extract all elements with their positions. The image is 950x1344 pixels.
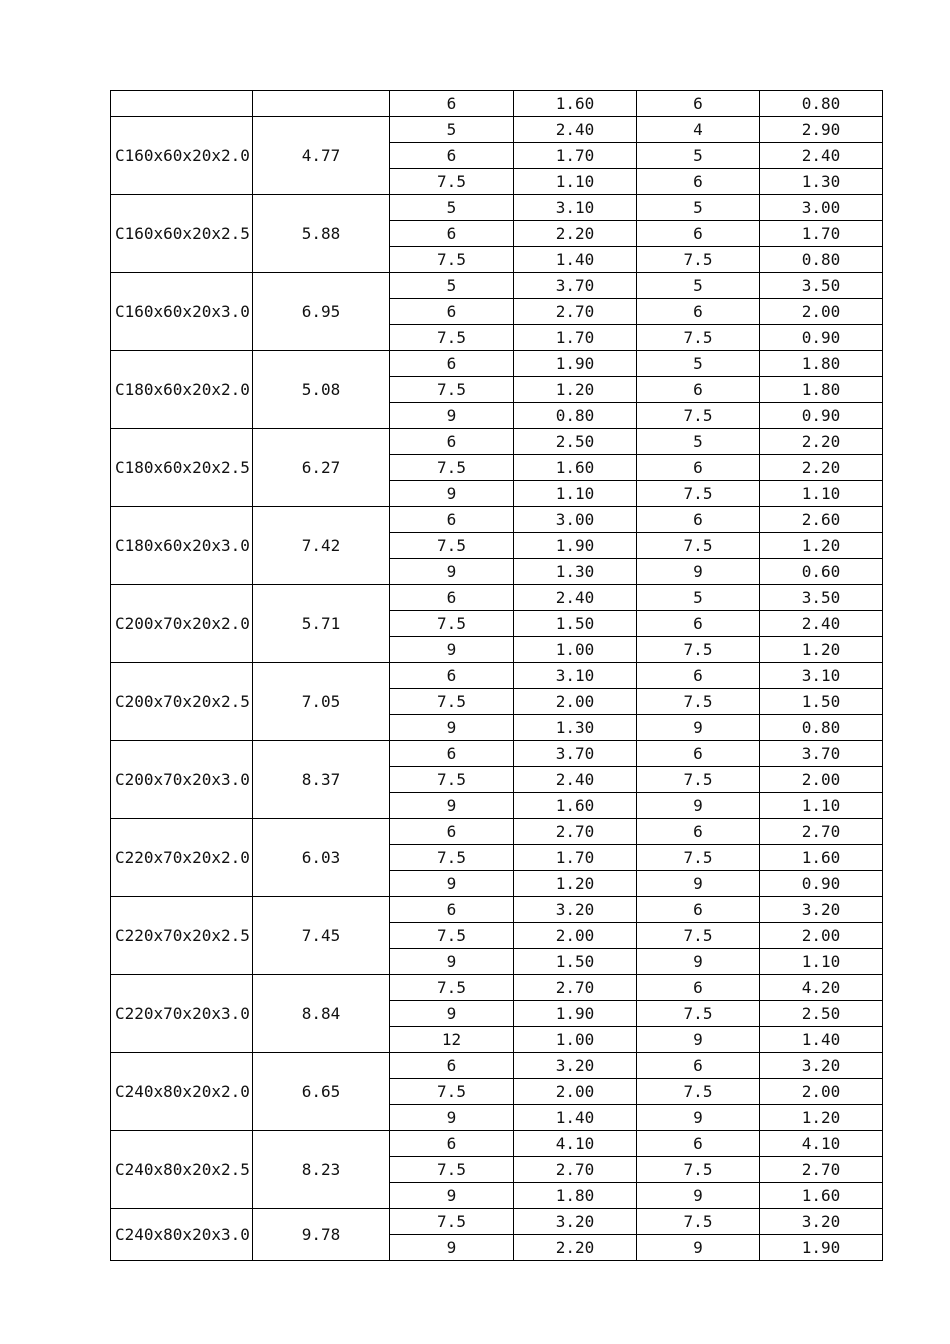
table-cell: 7.5 <box>637 1209 760 1235</box>
model-cell: C180x60x20x2.0 <box>111 351 253 429</box>
model-cell: C160x60x20x2.0 <box>111 117 253 195</box>
table-cell: 0.80 <box>760 91 883 117</box>
table-row <box>111 663 883 689</box>
table-cell: 6 <box>637 663 760 689</box>
table-cell: 5 <box>637 351 760 377</box>
table-cell: 9 <box>390 871 514 897</box>
table-cell: 3.00 <box>514 507 637 533</box>
table-cell: 5 <box>637 585 760 611</box>
table-cell: 2.70 <box>514 1157 637 1183</box>
model-cell: C240x80x20x2.5 <box>111 1131 253 1209</box>
table-cell: 0.80 <box>514 403 637 429</box>
table-cell: 7.5 <box>637 325 760 351</box>
table-row <box>111 1209 883 1235</box>
table-cell: 6 <box>637 1053 760 1079</box>
table-cell: 4 <box>637 117 760 143</box>
table-cell: 2.20 <box>760 455 883 481</box>
model-cell: C220x70x20x2.0 <box>111 819 253 897</box>
table-cell: 2.40 <box>514 767 637 793</box>
table-cell: 6 <box>637 377 760 403</box>
table-cell: 6 <box>637 221 760 247</box>
table-cell: 0.90 <box>760 325 883 351</box>
table-row <box>111 429 883 455</box>
table-cell: 7.5 <box>390 455 514 481</box>
table-cell: 6 <box>637 975 760 1001</box>
table-cell: 2.20 <box>514 221 637 247</box>
table-cell: 9 <box>390 715 514 741</box>
table-cell: 7.5 <box>637 923 760 949</box>
weight-cell: 5.71 <box>253 585 390 663</box>
table-cell: 1.60 <box>760 845 883 871</box>
table-cell: 9 <box>390 1105 514 1131</box>
weight-cell: 8.23 <box>253 1131 390 1209</box>
table-cell: 2.20 <box>514 1235 637 1261</box>
table-cell: 7.5 <box>637 403 760 429</box>
table-cell: 9 <box>637 1105 760 1131</box>
table-cell: 6 <box>390 507 514 533</box>
table-cell: 7.5 <box>390 1079 514 1105</box>
table-cell: 1.40 <box>514 1105 637 1131</box>
table-cell: 6 <box>637 819 760 845</box>
table-cell: 3.20 <box>760 897 883 923</box>
model-cell: C200x70x20x2.5 <box>111 663 253 741</box>
table-cell: 6 <box>390 1053 514 1079</box>
table-cell: 6 <box>637 299 760 325</box>
table-cell: 9 <box>390 1001 514 1027</box>
table-cell: 1.60 <box>760 1183 883 1209</box>
table-cell: 6 <box>390 741 514 767</box>
model-cell: C220x70x20x2.5 <box>111 897 253 975</box>
table-cell: 9 <box>390 637 514 663</box>
table-cell: 7.5 <box>390 767 514 793</box>
table-cell: 3.20 <box>514 1053 637 1079</box>
table-cell: 7.5 <box>390 923 514 949</box>
table-cell: 6 <box>390 221 514 247</box>
weight-cell: 9.78 <box>253 1209 390 1261</box>
table-cell: 6 <box>637 1131 760 1157</box>
table-cell: 5 <box>637 143 760 169</box>
table-cell: 5 <box>637 195 760 221</box>
table-cell: 5 <box>637 429 760 455</box>
weight-cell: 7.42 <box>253 507 390 585</box>
table-cell: 9 <box>390 481 514 507</box>
table-cell: 7.5 <box>390 325 514 351</box>
weight-cell: 6.27 <box>253 429 390 507</box>
table-cell: 1.20 <box>760 1105 883 1131</box>
table-cell: 1.90 <box>514 351 637 377</box>
table-cell: 2.00 <box>514 923 637 949</box>
table-cell: 2.40 <box>760 611 883 637</box>
table-cell: 2.70 <box>514 299 637 325</box>
model-cell: C200x70x20x2.0 <box>111 585 253 663</box>
table-cell: 3.70 <box>760 741 883 767</box>
table-row <box>111 975 883 1001</box>
table-cell: 1.30 <box>514 559 637 585</box>
table-cell: 9 <box>390 403 514 429</box>
table-cell: 6 <box>390 429 514 455</box>
table-row <box>111 273 883 299</box>
table-cell: 6 <box>637 741 760 767</box>
table-row <box>111 351 883 377</box>
table-cell: 2.40 <box>514 585 637 611</box>
table-cell: 1.10 <box>760 793 883 819</box>
table-cell: 6 <box>390 91 514 117</box>
model-cell: C180x60x20x2.5 <box>111 429 253 507</box>
model-cell: C160x60x20x2.5 <box>111 195 253 273</box>
table-cell: 3.50 <box>760 273 883 299</box>
table-cell: 9 <box>637 715 760 741</box>
table-cell: 3.20 <box>514 1209 637 1235</box>
table-cell: 1.50 <box>514 949 637 975</box>
table-cell: 1.40 <box>514 247 637 273</box>
table-cell: 7.5 <box>390 1157 514 1183</box>
table-row <box>111 741 883 767</box>
table-cell: 9 <box>637 1027 760 1053</box>
table-cell: 6 <box>637 897 760 923</box>
table-cell: 2.70 <box>760 1157 883 1183</box>
model-cell: C200x70x20x3.0 <box>111 741 253 819</box>
table-cell: 0.60 <box>760 559 883 585</box>
table-cell: 1.80 <box>514 1183 637 1209</box>
table-row <box>111 91 883 117</box>
table-cell: 1.70 <box>514 845 637 871</box>
table-cell: 3.10 <box>514 195 637 221</box>
table-cell: 6 <box>390 663 514 689</box>
table-cell: 6 <box>637 169 760 195</box>
model-cell: C240x80x20x2.0 <box>111 1053 253 1131</box>
table-cell: 7.5 <box>390 377 514 403</box>
weight-cell: 5.08 <box>253 351 390 429</box>
table-cell: 1.00 <box>514 1027 637 1053</box>
table-cell: 1.30 <box>514 715 637 741</box>
table-cell: 3.20 <box>760 1053 883 1079</box>
table-cell: 3.70 <box>514 273 637 299</box>
table-cell: 1.90 <box>514 1001 637 1027</box>
weight-cell: 4.77 <box>253 117 390 195</box>
weight-cell: 8.84 <box>253 975 390 1053</box>
table-row <box>111 897 883 923</box>
weight-cell: 5.88 <box>253 195 390 273</box>
model-cell: C240x80x20x3.0 <box>111 1209 253 1261</box>
model-cell: C180x60x20x3.0 <box>111 507 253 585</box>
table-cell <box>111 91 253 117</box>
table-cell: 1.80 <box>760 377 883 403</box>
table-cell: 2.00 <box>514 1079 637 1105</box>
table-cell: 1.10 <box>760 481 883 507</box>
table-cell: 2.70 <box>514 819 637 845</box>
table-cell: 7.5 <box>390 247 514 273</box>
table-cell: 1.20 <box>514 377 637 403</box>
table-cell: 9 <box>637 1183 760 1209</box>
table-cell: 1.70 <box>514 325 637 351</box>
table-cell: 7.5 <box>390 533 514 559</box>
table-cell: 6 <box>390 819 514 845</box>
table-cell: 7.5 <box>390 611 514 637</box>
table-row <box>111 819 883 845</box>
table-cell: 1.50 <box>760 689 883 715</box>
table-cell: 1.20 <box>760 533 883 559</box>
weight-cell: 6.95 <box>253 273 390 351</box>
table-cell: 7.5 <box>637 481 760 507</box>
table-cell: 1.50 <box>514 611 637 637</box>
table-cell: 4.20 <box>760 975 883 1001</box>
table-cell: 2.50 <box>514 429 637 455</box>
table-cell: 9 <box>390 949 514 975</box>
table-row <box>111 117 883 143</box>
table-cell: 2.20 <box>760 429 883 455</box>
table-cell: 3.10 <box>760 663 883 689</box>
table-cell: 5 <box>637 273 760 299</box>
table-cell: 9 <box>637 871 760 897</box>
table-cell: 7.5 <box>637 1001 760 1027</box>
table-cell: 3.20 <box>760 1209 883 1235</box>
table-cell: 1.90 <box>514 533 637 559</box>
model-cell: C220x70x20x3.0 <box>111 975 253 1053</box>
table-cell: 9 <box>637 559 760 585</box>
weight-cell: 7.05 <box>253 663 390 741</box>
table-cell: 1.80 <box>760 351 883 377</box>
table-cell: 2.00 <box>760 767 883 793</box>
table-cell <box>253 91 390 117</box>
table-cell: 1.60 <box>514 91 637 117</box>
table-cell: 2.00 <box>514 689 637 715</box>
table-cell: 2.40 <box>514 117 637 143</box>
table-cell: 12 <box>390 1027 514 1053</box>
table-cell: 1.20 <box>514 871 637 897</box>
table-cell: 1.10 <box>514 169 637 195</box>
table-cell: 7.5 <box>390 975 514 1001</box>
table-cell: 1.70 <box>514 143 637 169</box>
table-cell: 9 <box>637 793 760 819</box>
table-cell: 2.50 <box>760 1001 883 1027</box>
table-cell: 6 <box>390 585 514 611</box>
table-cell: 6 <box>390 351 514 377</box>
table-cell: 7.5 <box>637 637 760 663</box>
table-cell: 0.90 <box>760 403 883 429</box>
weight-cell: 6.65 <box>253 1053 390 1131</box>
table-cell: 4.10 <box>514 1131 637 1157</box>
table-cell: 1.30 <box>760 169 883 195</box>
purlin-span-table <box>110 90 883 1261</box>
table-cell: 2.00 <box>760 299 883 325</box>
table-cell: 0.80 <box>760 247 883 273</box>
table-cell: 2.90 <box>760 117 883 143</box>
table-row <box>111 1053 883 1079</box>
table-cell: 2.40 <box>760 143 883 169</box>
table-cell: 7.5 <box>637 767 760 793</box>
table-cell: 6 <box>637 91 760 117</box>
table-cell: 7.5 <box>637 247 760 273</box>
table-cell: 7.5 <box>637 845 760 871</box>
table-row <box>111 507 883 533</box>
table-cell: 2.70 <box>760 819 883 845</box>
weight-cell: 6.03 <box>253 819 390 897</box>
table-cell: 1.10 <box>760 949 883 975</box>
table-cell: 7.5 <box>390 689 514 715</box>
table-cell: 7.5 <box>637 689 760 715</box>
table-cell: 1.40 <box>760 1027 883 1053</box>
table-cell: 7.5 <box>637 533 760 559</box>
table-cell: 6 <box>637 611 760 637</box>
table-cell: 2.70 <box>514 975 637 1001</box>
table-row <box>111 195 883 221</box>
table-cell: 7.5 <box>637 1157 760 1183</box>
table-cell: 9 <box>390 1235 514 1261</box>
table-cell: 9 <box>390 793 514 819</box>
weight-cell: 8.37 <box>253 741 390 819</box>
table-cell: 1.00 <box>514 637 637 663</box>
table-cell: 5 <box>390 195 514 221</box>
table-cell: 0.80 <box>760 715 883 741</box>
table-cell: 1.20 <box>760 637 883 663</box>
table-cell: 9 <box>390 1183 514 1209</box>
table-cell: 4.10 <box>760 1131 883 1157</box>
table-cell: 7.5 <box>637 1079 760 1105</box>
table-cell: 1.60 <box>514 793 637 819</box>
table-cell: 0.90 <box>760 871 883 897</box>
table-cell: 1.10 <box>514 481 637 507</box>
table-cell: 7.5 <box>390 845 514 871</box>
model-cell: C160x60x20x3.0 <box>111 273 253 351</box>
table-cell: 2.00 <box>760 1079 883 1105</box>
table-cell: 2.60 <box>760 507 883 533</box>
table-cell: 6 <box>637 507 760 533</box>
table-cell: 3.50 <box>760 585 883 611</box>
table-cell: 9 <box>637 949 760 975</box>
table-cell: 9 <box>390 559 514 585</box>
table-cell: 1.90 <box>760 1235 883 1261</box>
table-cell: 3.00 <box>760 195 883 221</box>
table-cell: 2.00 <box>760 923 883 949</box>
table-cell: 6 <box>390 1131 514 1157</box>
table-row <box>111 585 883 611</box>
table-cell: 1.60 <box>514 455 637 481</box>
table-cell: 5 <box>390 273 514 299</box>
table-cell: 6 <box>390 897 514 923</box>
table-cell: 3.20 <box>514 897 637 923</box>
table-cell: 3.70 <box>514 741 637 767</box>
table-cell: 1.70 <box>760 221 883 247</box>
table-cell: 6 <box>637 455 760 481</box>
table-cell: 5 <box>390 117 514 143</box>
table-cell: 9 <box>637 1235 760 1261</box>
table-cell: 7.5 <box>390 169 514 195</box>
weight-cell: 7.45 <box>253 897 390 975</box>
table-cell: 6 <box>390 143 514 169</box>
table-cell: 7.5 <box>390 1209 514 1235</box>
table-cell: 3.10 <box>514 663 637 689</box>
table-row <box>111 1131 883 1157</box>
table-body <box>111 91 883 1261</box>
table-cell: 6 <box>390 299 514 325</box>
